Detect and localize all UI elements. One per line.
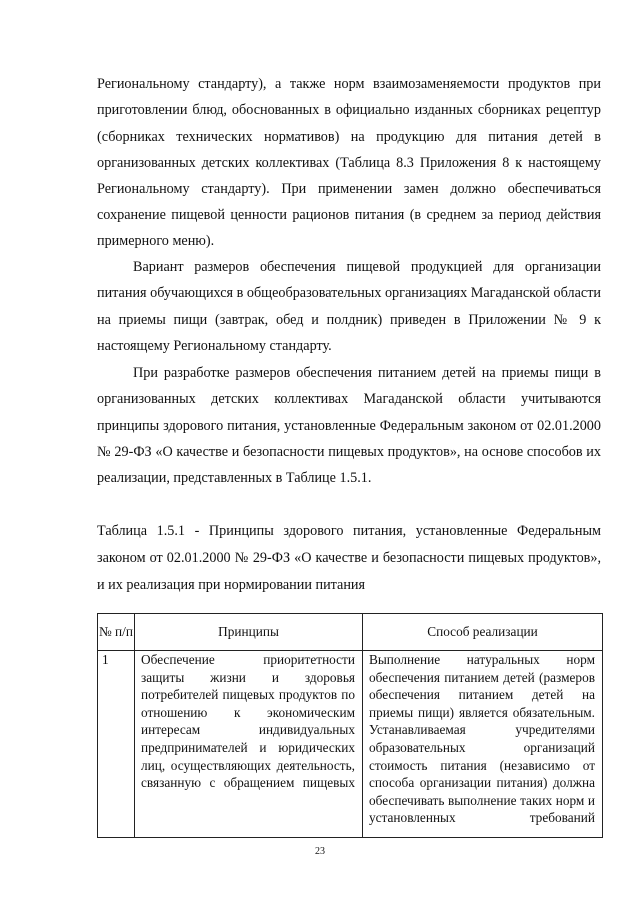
row-method-cell [363,651,603,838]
table-caption: Таблица 1.5.1 - Принципы здорового питания, установленные Федеральным законом от 02.01.2000 № 29-ФЗ «О качестве и безопасности пищевых продуктов», и их реализация при нормировании питания [97,523,601,594]
row-principle-text: Обеспечение приоритетности защиты жизни и здоровья потребителей пищевых продуктов по отношению к экономическим интересам индивидуальных предпринимателей и юридических лиц, осуществляющих деятельность, связанную с обращением пищевых [141,652,355,791]
header-number: № п/п [98,614,135,651]
table-header-row [98,614,603,651]
table-row [98,651,603,838]
principles-table [97,613,603,838]
row-number: 1 [98,651,135,838]
header-method: Способ реализации [363,614,603,651]
paragraph-substitution-norms: Региональному стандарту), а также норм взаимозаменяемости продуктов при приготовлении блюд, обоснованных в официально изданных сборниках рецептур (сборниках технических нормативов) на продукцию для питания детей в организованных детских коллективах (Таблица 8.3 Приложения 8 к настоящему Региональному стандарту). При применении замен должно обеспечиваться сохранение пищевой ценности рационов питания (в среднем за период действия примерного меню). [97,76,601,250]
row-method-text: Выполнение натуральных норм обеспечения питанием детей (размеров обеспечения питанием детей на приемы пищи) является обязательным. Устанавливаемая учредителями образовательных организаций стоимость питания (независимо от способа организации питания) должна обеспечивать выполнение таких норм и установленных требований [369,652,595,826]
paragraph-healthy-nutrition-principles: При разработке размеров обеспечения питанием детей на приемы пищи в организованных детских коллективах Магаданской области учитываются принципы здорового питания, установленные Федеральным законом от 02.01.2000 № 29-ФЗ «О качестве и безопасности пищевых продуктов», на основе способов их реализации, представленных в Таблице 1.5.1. [97,365,601,486]
row-principle-cell [135,651,363,838]
page-number: 23 [315,846,325,857]
paragraph-food-supply-variant: Вариант размеров обеспечения пищевой продукцией для организации питания обучающихся в общеобразовательных организациях Магаданской области на приемы пищи (завтрак, обед и полдник) приведен в Приложении № 9 к настоящему Региональному стандарту. [97,259,601,354]
header-principles: Принципы [135,614,363,651]
